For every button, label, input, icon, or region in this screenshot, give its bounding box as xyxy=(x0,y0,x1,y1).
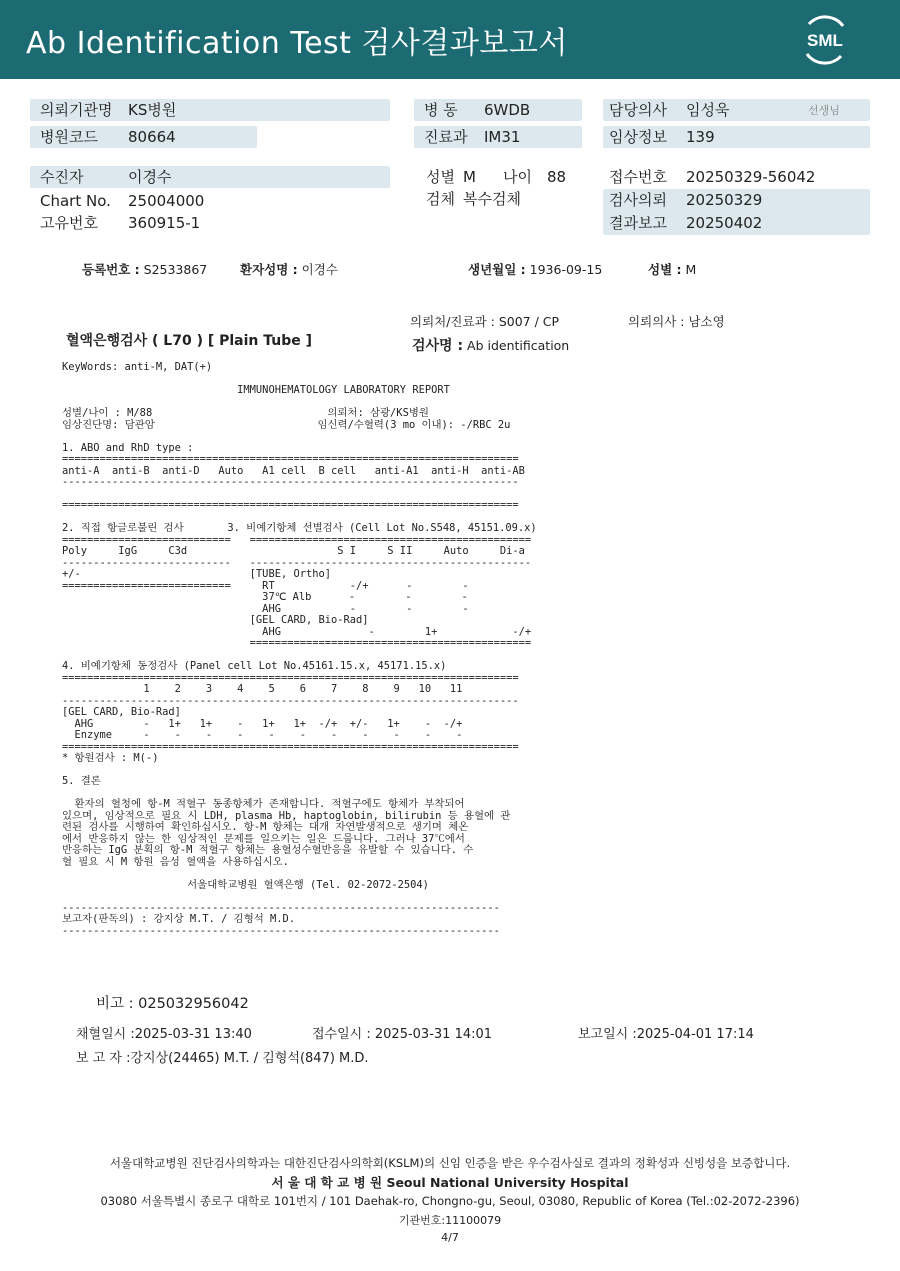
header-bar xyxy=(0,0,900,79)
collect-time xyxy=(76,1023,252,1042)
reporter-label: 보 고 자 : xyxy=(76,1051,131,1066)
receive-value: 2025-03-31 14:01 xyxy=(374,1027,493,1042)
doctor-value: 임성욱 xyxy=(686,101,730,119)
row-bg xyxy=(30,166,390,188)
report-body xyxy=(62,362,537,937)
sex-line xyxy=(648,260,696,278)
report-line: ============================================= xyxy=(62,637,532,649)
remark-value: 025032956042 xyxy=(138,996,249,1012)
patient-label: 수진자 xyxy=(40,168,84,186)
receipt-value: 20250329-56042 xyxy=(686,168,816,186)
institution-label: 의뢰기관명 xyxy=(40,101,113,119)
report-line: ---------------------------------------------------------------------- xyxy=(62,901,500,914)
reporter xyxy=(76,1047,369,1066)
institution-value: KS병원 xyxy=(128,101,177,119)
name-label: 환자성명 : xyxy=(240,262,298,277)
receive-time xyxy=(312,1023,492,1042)
remark-label: 비고 : xyxy=(96,996,134,1012)
report-line: ------------------------------------------------------------------------- xyxy=(62,694,519,707)
sex-line-value: M xyxy=(685,262,697,277)
result-value: 20250402 xyxy=(686,214,763,232)
request-label: 검사의뢰 xyxy=(609,191,667,209)
certification-note: 서울대학교병원 진단검사의학과는 대한진단검사의학회(KSLM)의 신임 인증을 받은 우수검사실로 결과의 정확성과 신빙성을 보증합니다. xyxy=(109,1156,791,1170)
sml-logo-icon xyxy=(796,13,854,67)
patient-line xyxy=(82,260,207,278)
clinical-value: 139 xyxy=(686,128,715,146)
report-line: 1. ABO and RhD type : xyxy=(62,441,194,454)
report-line: 혈 필요 시 M 항원 음성 혈액을 사용하십시오. xyxy=(62,855,289,868)
name-value: 이경수 xyxy=(301,262,338,277)
hospital-address: 03080 서울특별시 종로구 대학로 101번지 / 101 Daehak-ro, Chongno-gu, Seoul, 03080, Republic of Korea (Tel.:02-2072-2396) xyxy=(100,1194,800,1208)
report-line: =========================== ============================================= xyxy=(62,533,532,546)
dept-value: IM31 xyxy=(484,128,521,146)
hospital-code-value: 80664 xyxy=(128,128,176,146)
hospital-name: 서 울 대 학 교 병 원 Seoul National University Hospital xyxy=(271,1175,629,1190)
dob-line xyxy=(468,260,602,278)
report-line: 있으며, 임상적으로 필요 시 LDH, plasma Hb, haptoglobin, bilirubin 등 용혈에 관 xyxy=(62,809,511,822)
sex-label: 성별 xyxy=(426,168,455,186)
report-line: ---------------------------------------------------------------------- xyxy=(62,924,500,937)
report-line: 반응하는 IgG 분획의 항-M 적혈구 항체는 용혈성수혈반응을 유발할 수 있습니다. 수 xyxy=(62,844,474,856)
specimen-label: 검체 xyxy=(426,190,455,208)
reporter-value: 강지상(24465) M.T. / 김형석(847) M.D. xyxy=(130,1051,369,1066)
report-time xyxy=(578,1023,754,1042)
report-line: 서울대학교병원 혈액은행 (Tel. 02-2072-2504) xyxy=(62,878,429,891)
chart-label: Chart No. xyxy=(40,192,111,210)
report-line: ========================================================================= xyxy=(62,740,519,753)
report-line: =========================== RT -/+ - - xyxy=(62,579,469,592)
report-line: 환자의 혈청에 항-M 적혈구 동종항체가 존재합니다. 적혈구에도 항체가 부착되어 xyxy=(62,798,465,810)
ward-value: 6WDB xyxy=(484,101,531,119)
reg-label: 등록번호 : xyxy=(82,262,140,277)
page-number: 4/7 xyxy=(441,1231,459,1244)
collect-label: 채혈일시 : xyxy=(76,1027,135,1042)
report-line: KeyWords: anti-M, DAT(+) xyxy=(62,361,213,373)
patient-name-line xyxy=(240,260,338,278)
report-line: +/- [TUBE, Ortho] xyxy=(62,568,331,580)
report-line: 보고자(판독의) : 강지상 M.T. / 김형석 M.D. xyxy=(62,913,296,925)
request-dept xyxy=(410,312,559,330)
test-section xyxy=(66,330,312,350)
test-name-value: Ab identification xyxy=(467,338,570,353)
test-section-title: 혈액은행검사 ( L70 ) [ Plain Tube ] xyxy=(66,333,313,349)
hospital-code-label: 병원코드 xyxy=(40,128,98,146)
request-doctor-label: 의뢰의사 : xyxy=(628,314,685,329)
receive-label: 접수일시 : xyxy=(312,1027,371,1042)
doctor-title: 선생님 xyxy=(808,104,840,117)
svg-text:SML: SML xyxy=(807,31,843,50)
report-title: Ab Identification Test 검사결과보고서 xyxy=(26,26,568,61)
report-line: ========================================================================= xyxy=(62,499,519,511)
report-line: 성별/나이 : M/88 의뢰처: 삼광/KS병원 xyxy=(62,407,429,419)
report-value: 2025-04-01 17:14 xyxy=(636,1027,754,1042)
report-line xyxy=(62,431,537,443)
result-label: 결과보고 xyxy=(609,214,667,232)
report-line: 5. 결론 xyxy=(62,775,101,787)
report-line xyxy=(62,891,537,903)
report-line: [GEL CARD, Bio-Rad] xyxy=(62,614,369,626)
request-doctor xyxy=(628,312,725,330)
request-dept-value: S007 / CP xyxy=(498,314,560,329)
report-line: 에서 반응하지 않는 한 임상적인 문제를 일으키는 일은 드뭅니다. 그러나 37℃에서 xyxy=(62,832,465,845)
clinical-label: 임상정보 xyxy=(609,128,667,146)
report-line: AHG - 1+ -/+ xyxy=(62,625,532,638)
report-line: 2. 직접 항글로불린 검사 3. 비예기항체 선별검사 (Cell Lot No.S548, 45151.09.x) xyxy=(62,522,537,534)
reg-value: S2533867 xyxy=(143,262,208,277)
specimen-value: 복수검체 xyxy=(463,190,521,208)
dob-label: 생년월일 : xyxy=(468,262,526,277)
doctor-label: 담당의사 xyxy=(609,101,667,119)
sex-line-label: 성별 : xyxy=(648,262,682,277)
sex-value: M xyxy=(463,168,476,186)
report-line: AHG - - - xyxy=(62,602,469,615)
request-dept-label: 의뢰처/진료과 : xyxy=(410,314,495,329)
report-line: ------------------------------------------------------------------------- xyxy=(62,476,519,488)
patient-value: 이경수 xyxy=(128,168,172,186)
report-line: [GEL CARD, Bio-Rad] xyxy=(62,706,181,718)
request-doctor-value: 남소영 xyxy=(688,314,725,329)
report-line: 임상진단명: 담관암 임신력/수혈력(3 mo 이내): -/RBC 2u xyxy=(62,418,511,431)
unique-label: 고유번호 xyxy=(40,214,98,232)
report-line: ========================================================================= xyxy=(62,453,519,465)
test-name-line xyxy=(412,335,569,355)
report-line xyxy=(62,868,537,880)
age-label: 나이 xyxy=(503,168,532,186)
report-line: ========================================================================= xyxy=(62,671,519,684)
collect-value: 2025-03-31 13:40 xyxy=(134,1027,252,1042)
dept-label: 진료과 xyxy=(424,128,468,146)
report-line: anti-A anti-B anti-D Auto A1 cell B cell anti-A1 anti-H anti-AB xyxy=(62,464,525,477)
report-line: --------------------------- --------------------------------------------- xyxy=(62,556,532,569)
report-line: 37℃ Alb - - - xyxy=(62,591,468,603)
ward-label: 병 동 xyxy=(424,101,458,119)
report-line: Poly IgG C3d S I S II Auto Di-a xyxy=(62,545,525,557)
unique-value: 360915-1 xyxy=(128,214,201,232)
report-line: IMMUNOHEMATOLOGY LABORATORY REPORT xyxy=(62,384,450,396)
chart-value: 25004000 xyxy=(128,192,205,210)
org-number: 기관번호:11100079 xyxy=(398,1214,502,1227)
report-line: 련된 검사를 시행하여 확인하십시오. 항-M 항체는 대개 자연발생적으로 생기며 체온 xyxy=(62,821,469,833)
age-value: 88 xyxy=(547,168,567,186)
report-line xyxy=(62,765,537,777)
request-value: 20250329 xyxy=(686,191,763,209)
report-line: AHG - 1+ 1+ - 1+ 1+ -/+ +/- 1+ - -/+ xyxy=(62,717,463,730)
report-label: 보고일시 : xyxy=(578,1027,637,1042)
report-line: * 항원검사 : M(-) xyxy=(62,752,159,764)
receipt-label: 접수번호 xyxy=(609,168,667,186)
test-name-label: 검사명 : xyxy=(412,338,464,354)
report-line: 1 2 3 4 5 6 7 8 9 10 11 xyxy=(62,683,463,695)
report-line: 4. 비예기항체 동정검사 (Panel cell Lot No.45161.15.x, 45171.15.x) xyxy=(62,660,447,672)
report-line: Enzyme - - - - - - - - - - - xyxy=(62,729,463,741)
remark xyxy=(96,992,249,1013)
dob-value: 1936-09-15 xyxy=(529,262,603,277)
